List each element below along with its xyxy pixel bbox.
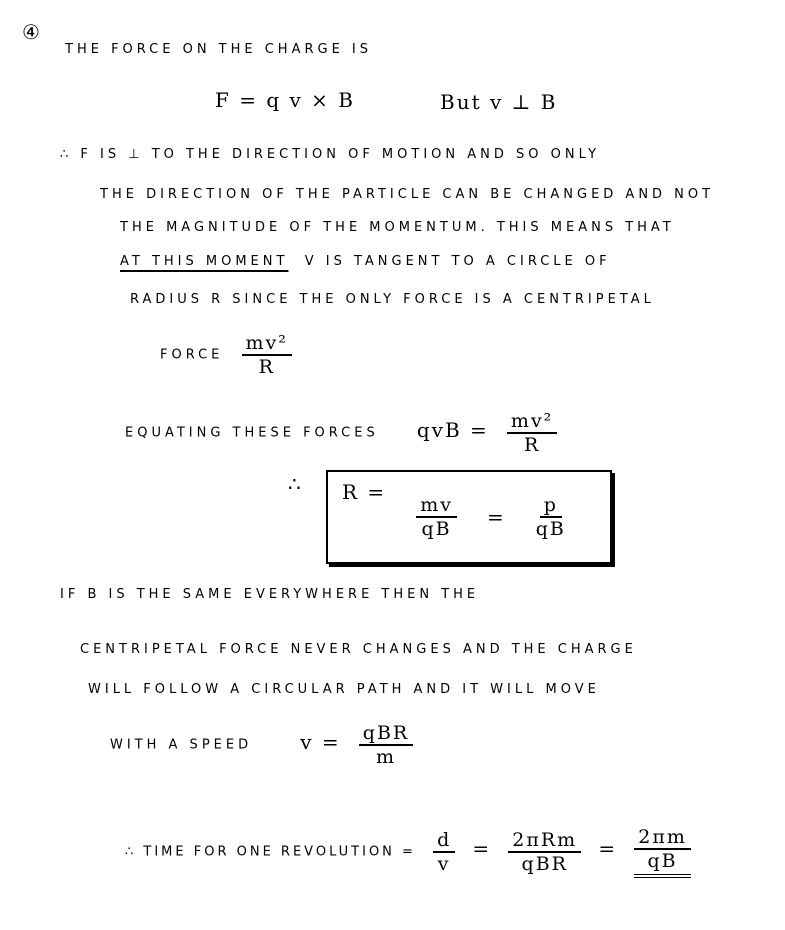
therefore-symbol: ∴ [288, 472, 303, 496]
numerator: mv² [242, 332, 292, 356]
perpendicular-condition: But v ⊥ B [440, 90, 558, 114]
text-line: THE DIRECTION OF THE PARTICLE CAN BE CHANGED AND NOT [100, 187, 715, 202]
numerator: 2πRm [508, 829, 581, 853]
equating-line [125, 410, 567, 456]
fraction [507, 410, 557, 456]
result-box [326, 470, 612, 564]
problem-number: ④ [22, 20, 42, 44]
text-line: THE MAGNITUDE OF THE MOMENTUM. THIS MEANS THAT [120, 220, 675, 235]
label: EQUATING THESE FORCES [125, 425, 379, 441]
label: ∴ TIME FOR ONE REVOLUTION = [125, 844, 416, 860]
centripetal-force [160, 332, 302, 378]
denominator: v [437, 853, 451, 875]
final-answer-fraction [634, 826, 691, 878]
denominator: R [523, 434, 541, 456]
numerator: 2πm [634, 826, 691, 850]
denominator: qBR [521, 853, 568, 875]
fraction [416, 494, 457, 540]
equals: = [486, 505, 506, 529]
label: FORCE [160, 347, 224, 363]
numerator: qBR [359, 722, 413, 746]
fraction [242, 332, 292, 378]
numerator: p [540, 494, 562, 518]
equals: = [598, 836, 618, 861]
underlined-text: AT THIS MOMENT [120, 254, 289, 269]
numerator: d [433, 829, 455, 853]
force-equation: F = q v × B [215, 88, 355, 112]
fraction [359, 722, 413, 768]
text: V IS TANGENT TO A CIRCLE OF [304, 254, 611, 269]
denominator: R [258, 356, 275, 378]
text-line [120, 254, 611, 269]
text-line: ∴ F IS ⊥ TO THE DIRECTION OF MOTION AND SO ONLY [60, 147, 601, 162]
text-line: IF B IS THE SAME EVERYWHERE THEN THE [60, 587, 480, 602]
equals: = [472, 836, 492, 861]
period-line [125, 826, 701, 878]
fraction [508, 829, 581, 875]
numerator: mv [416, 494, 457, 518]
text-line: WILL FOLLOW A CIRCULAR PATH AND IT WILL MOVE [88, 682, 600, 697]
text-line: THE FORCE ON THE CHARGE IS [65, 42, 373, 57]
speed-line [110, 722, 423, 768]
text-line: RADIUS R SINCE THE ONLY FORCE IS A CENTRIPETAL [130, 292, 655, 307]
denominator: qB [421, 518, 452, 540]
numerator: mv² [507, 410, 557, 434]
fraction [433, 829, 455, 875]
text-line: CENTRIPETAL FORCE NEVER CHANGES AND THE CHARGE [80, 642, 637, 657]
label: WITH A SPEED [110, 737, 253, 753]
lhs: qvB = [416, 417, 489, 442]
fraction [536, 494, 566, 540]
denominator: qB [535, 518, 566, 540]
denominator: qB [647, 850, 678, 872]
lhs: v = [300, 729, 341, 754]
lhs: R = [342, 480, 387, 504]
denominator: m [376, 746, 397, 768]
